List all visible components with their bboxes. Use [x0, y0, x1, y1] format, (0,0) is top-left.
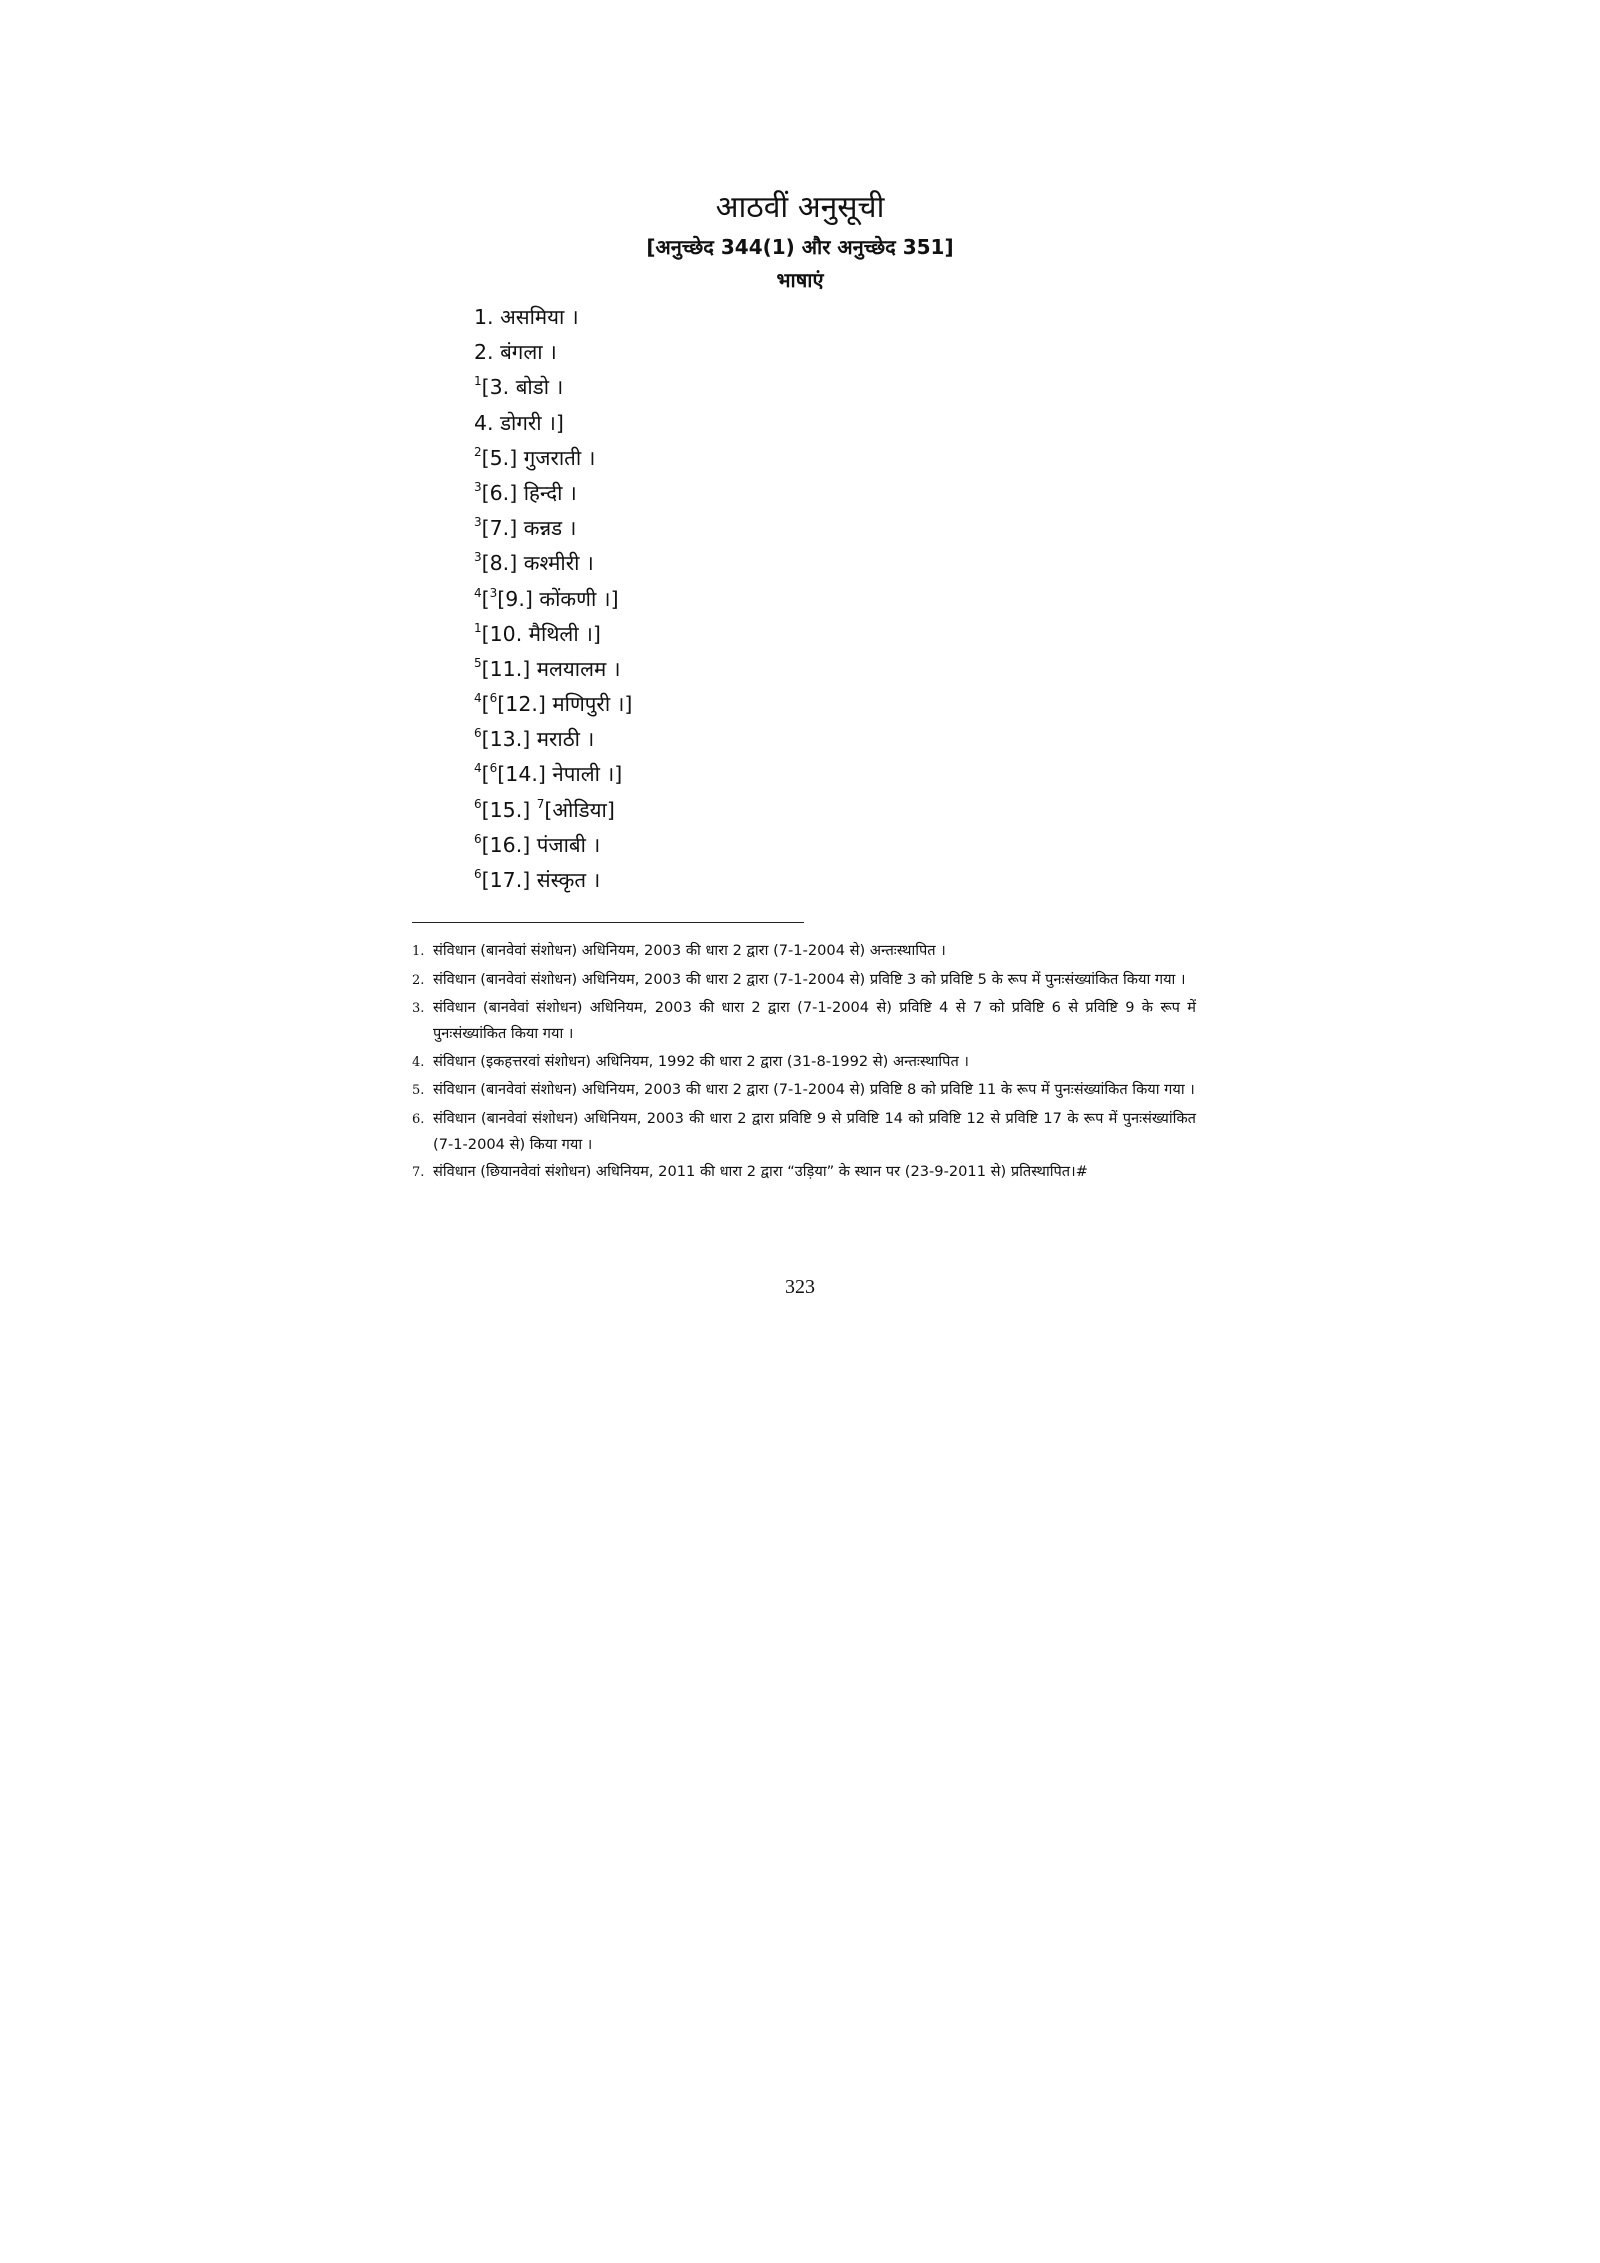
article-reference: [अनुच्छेद 344(1) और अनुच्छेद 351]: [646, 235, 954, 259]
language-item: [474, 406, 1074, 441]
language-item-text: [11.] मलयालम ।: [481, 656, 621, 681]
language-item-text: [7.] कन्नड ।: [481, 516, 577, 541]
footnote-number: 6.: [412, 1111, 425, 1127]
language-item-text: [17.] संस्कृत ।: [481, 868, 601, 892]
footnote-ref: 3: [474, 550, 482, 565]
languages-heading: भाषाएं: [776, 268, 824, 292]
language-item-prefix: [: [481, 762, 490, 787]
footnote-ref: 7: [536, 796, 545, 811]
language-list: [474, 300, 1074, 898]
footnote-ref: 5: [474, 655, 482, 670]
footnote: [412, 1049, 1196, 1075]
language-item: [474, 511, 1074, 546]
footnote-ref: 2: [474, 444, 482, 459]
language-item-text: 4. डोगरी ।]: [474, 410, 564, 435]
footnote-ref: 6: [474, 831, 482, 846]
footnote-ref: 6: [489, 691, 498, 706]
footnote-ref: 4: [474, 691, 482, 706]
footnote-number: 2.: [412, 972, 425, 988]
footnote-ref: 6: [474, 867, 482, 881]
language-item-text: 1. असमिया ।: [474, 305, 579, 329]
footnote: [412, 995, 1196, 1046]
footnote-number: 1.: [412, 944, 425, 959]
footnote-ref: 6: [489, 761, 498, 776]
footnote-number: 4.: [412, 1054, 425, 1070]
language-item: [474, 441, 1074, 476]
footnote-number: 7.: [412, 1165, 425, 1180]
footnote-text: संविधान (बानवेवां संशोधन) अधिनियम, 2003 की धारा 2 द्वारा (7-1-2004 से) प्रविष्टि 8 को प्रविष्टि 11 के रूप में पुनःसंख्यांकित किया गया ।: [433, 1081, 1195, 1098]
footnote-separator: [412, 922, 804, 923]
footnote-ref: 1: [474, 374, 482, 389]
footnote-ref: 4: [474, 761, 482, 776]
language-item-text: [13.] मराठी ।: [481, 727, 595, 752]
footnote-ref: 6: [474, 726, 482, 741]
schedule-title: आठवीं अनुसूची: [715, 190, 885, 225]
language-item: [474, 757, 1074, 792]
language-item-text: [9.] कोंकणी ।]: [497, 586, 619, 611]
language-item-prefix: [15.]: [481, 797, 537, 822]
language-item: [474, 722, 1074, 757]
footnote-text: संविधान (बानवेवां संशोधन) अधिनियम, 2003 की धारा 2 द्वारा (7-1-2004 से) अन्तःस्थापित ।: [433, 942, 946, 959]
footnote-text: संविधान (बानवेवां संशोधन) अधिनियम, 2003 की धारा 2 द्वारा (7-1-2004 से) प्रविष्टि 3 को प्रविष्टि 5 के रूप में पुनःसंख्यांकित किया गया ।: [433, 970, 1186, 988]
footnote-text: संविधान (बानवेवां संशोधन) अधिनियम, 2003 की धारा 2 द्वारा प्रविष्टि 9 से प्रविष्टि 14 को प्रविष्टि 12 से प्रविष्टि 17 के रूप में पुनःसंख्यांकित (7-1-2004 से) किया गया ।: [433, 1109, 1196, 1153]
language-item-text: [10. मैथिली ।]: [481, 621, 601, 646]
language-item: [474, 582, 1074, 617]
language-item: [474, 300, 1074, 335]
language-item-text: [3. बोडो ।: [481, 375, 564, 400]
language-item: [474, 652, 1074, 687]
footnote-text: संविधान (इकहत्तरवां संशोधन) अधिनियम, 1992 की धारा 2 द्वारा (31-8-1992 से) अन्तःस्थापित ।: [433, 1052, 969, 1070]
language-item: [474, 793, 1074, 828]
footnote-ref: 6: [474, 796, 482, 811]
language-item: [474, 687, 1074, 722]
footnote-list: [412, 938, 1196, 1188]
footnote-ref: 4: [474, 585, 482, 600]
footnote-text: संविधान (बानवेवां संशोधन) अधिनियम, 2003 की धारा 2 द्वारा (7-1-2004 से) प्रविष्टि 4 से 7 को प्रविष्टि 6 से प्रविष्टि 9 के रूप में पुनःसंख्यांकित किया गया ।: [433, 999, 1196, 1042]
language-item: [474, 828, 1074, 863]
language-item-text: [12.] मणिपुरी ।]: [497, 692, 633, 717]
footnote-ref: 1: [474, 620, 482, 635]
language-item: [474, 370, 1074, 405]
language-item-text: [14.] नेपाली ।]: [497, 762, 623, 787]
footnote: [412, 1159, 1196, 1185]
language-item-text: 2. बंगला ।: [474, 340, 557, 365]
language-item: [474, 335, 1074, 370]
language-item: [474, 476, 1074, 511]
footnote: [412, 1106, 1196, 1157]
language-item: [474, 863, 1074, 898]
footnote-text: संविधान (छियानवेवां संशोधन) अधिनियम, 2011 की धारा 2 द्वारा “उड़िया” के स्थान पर (23-9-2011 से) प्रतिस्थापित।#: [433, 1163, 1088, 1180]
page-number: 323: [785, 1276, 815, 1298]
language-item-text: [5.] गुजराती ।: [481, 445, 596, 470]
language-item-prefix: [: [481, 692, 490, 717]
footnote: [412, 967, 1196, 993]
language-item-text: [6.] हिन्दी ।: [481, 480, 577, 505]
footnote-ref: 3: [474, 479, 482, 494]
footnote-number: 3.: [412, 1001, 425, 1016]
language-item-text: [16.] पंजाबी ।: [481, 832, 601, 857]
language-item-prefix: [: [481, 586, 490, 611]
language-item: [474, 617, 1074, 652]
footnote: [412, 1077, 1196, 1103]
footnote-number: 5.: [412, 1083, 425, 1098]
language-item: [474, 546, 1074, 581]
language-item-text: [8.] कश्मीरी ।: [481, 551, 594, 576]
footnote-ref: 3: [474, 515, 482, 530]
footnote-ref: 3: [489, 585, 498, 600]
language-item-text: [ओडिया]: [544, 797, 615, 822]
footnote: [412, 938, 1196, 964]
